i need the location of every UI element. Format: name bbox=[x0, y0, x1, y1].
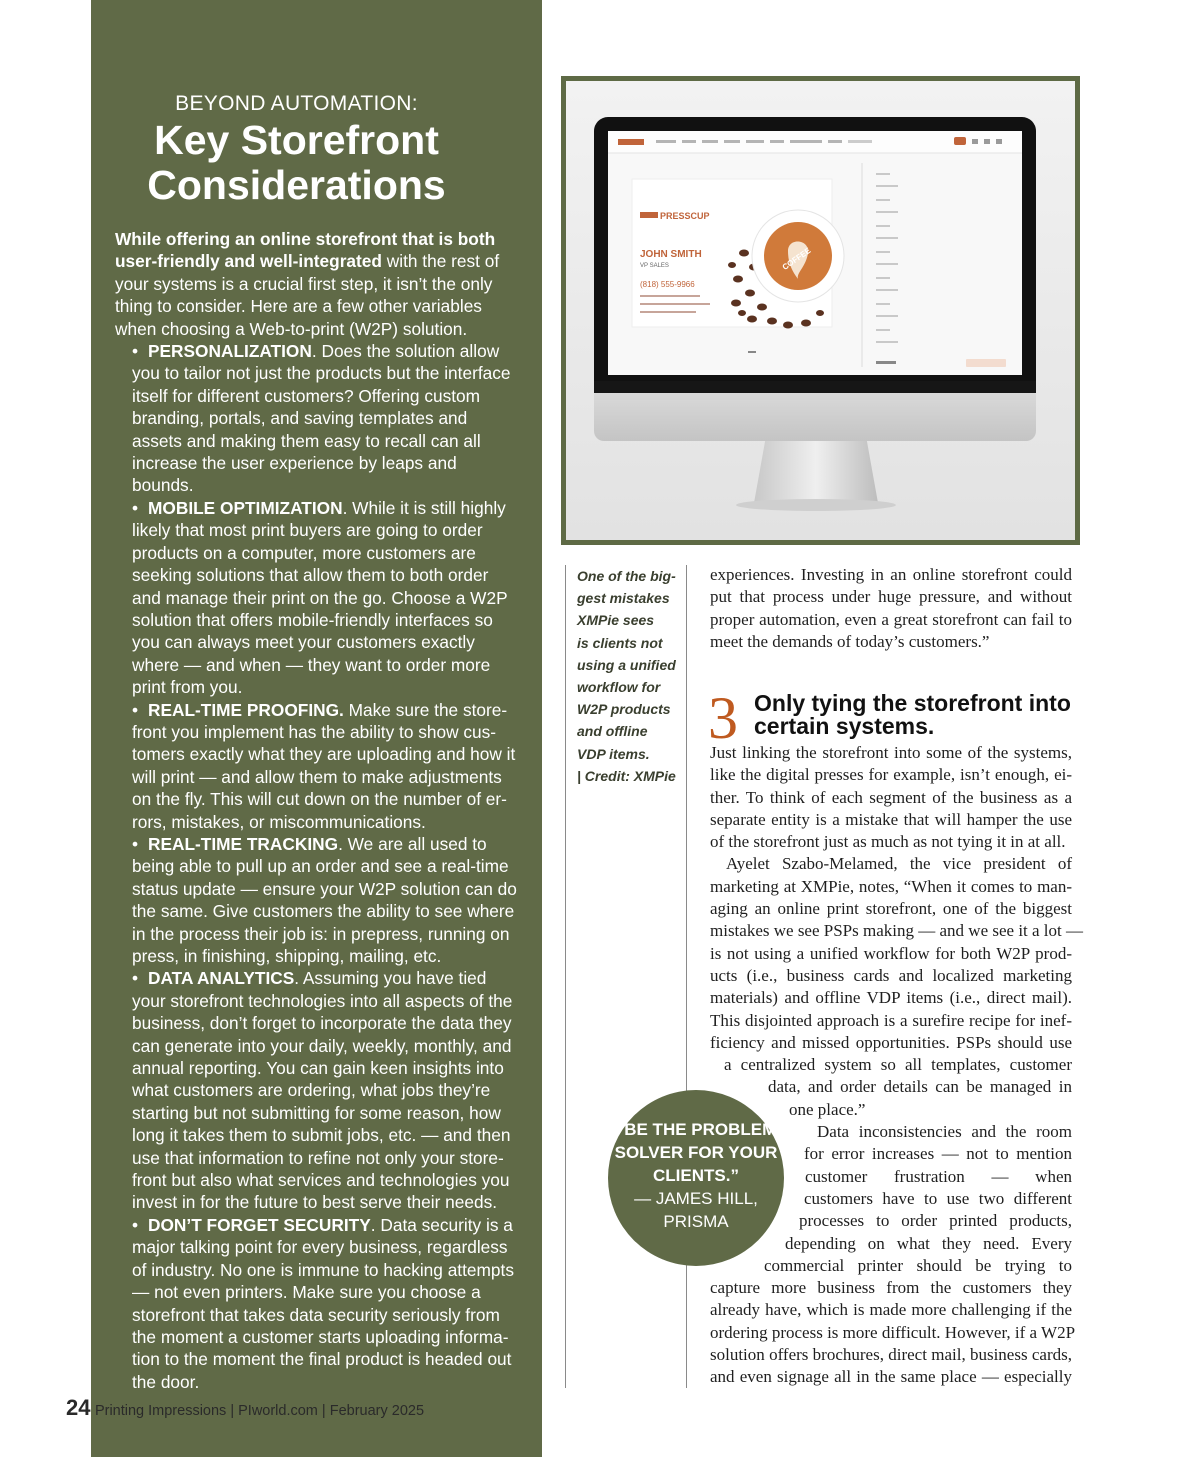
pull-quote-attribution: PRISMA bbox=[663, 1212, 729, 1231]
page-footer bbox=[66, 1395, 424, 1421]
list-item-label: REAL-TIME TRACKING bbox=[148, 833, 339, 854]
article-body bbox=[710, 742, 1084, 1389]
sidebar-title-line1: Key Storefront bbox=[154, 117, 439, 163]
footer-text: Printing Impressions | PIworld.com | February 2025 bbox=[94, 1403, 425, 1419]
pull-quote-attribution: — JAMES HILL, bbox=[634, 1189, 758, 1208]
list-item-text: . Assuming you have tied your storefront technologies into all aspects of the business, don’t forget to incorporate the data they can generate into your daily, weekly, monthly, and annual reporting. You can gain keen insights into what customers are ordering, what jobs they’re starting but not submitting for some reason, how long it takes them to submit jobs, etc. — and then use that information to refine not only your store-front but also what services and technologies you invest in for the future to best serve their needs. bbox=[132, 968, 513, 1213]
article-line: customers have to use two different bbox=[804, 1188, 1072, 1208]
caption-line: workflow for bbox=[577, 679, 661, 696]
article-line: processes to order printed products, bbox=[799, 1211, 1072, 1231]
pull-quote-line: SOLVER FOR YOUR bbox=[614, 1143, 778, 1162]
list-item-label: DATA ANALYTICS bbox=[148, 968, 295, 989]
article-line: like the digital presses for example, isn’t enough, ei- bbox=[710, 765, 1072, 785]
sidebar-intro-rest: with the rest of your systems is a crucial first step, it isn’t the only thing to consider. Here are a few other variables when choosing a Web-to-print (W2P) solution. bbox=[115, 251, 500, 339]
sidebar-title bbox=[91, 118, 502, 208]
column-rule-left bbox=[565, 565, 566, 1388]
caption-line: is clients not bbox=[577, 634, 663, 651]
article-line: already have, which is made more challenging if the bbox=[710, 1300, 1072, 1320]
article-line: a centralized system so all templates, customer bbox=[724, 1055, 1072, 1075]
caption-line: One of the big- bbox=[577, 568, 676, 584]
article-line: mistakes we see PSPs making — and we see it a lot — bbox=[710, 921, 1084, 941]
article-line: ordering process is more difficult. However, if a W2P bbox=[710, 1322, 1076, 1342]
sidebar-title-line2: Considerations bbox=[147, 162, 446, 208]
card-brand: PRESSCUP bbox=[660, 211, 710, 221]
caption-line: using a unified bbox=[577, 656, 676, 673]
page-number: 24 bbox=[66, 1395, 91, 1420]
caption-line: VDP items. bbox=[577, 745, 650, 762]
sidebar-body bbox=[115, 228, 520, 1393]
pull-quote bbox=[608, 1090, 784, 1266]
list-item-text: Make sure the store-front you implement has the ability to show cus-tomers exactly what they are uploading and how it will print — and allow them to make adjustments on the fly. This will cut down on the number of er-rors, mistakes, or miscommunications. bbox=[132, 699, 516, 832]
list-item bbox=[132, 497, 520, 699]
article-line: This disjointed approach is a surefire recipe for inef- bbox=[710, 1010, 1072, 1030]
article-line: Just linking the storefront into some of the systems, bbox=[710, 743, 1072, 762]
article-line: capture more business from the customers they bbox=[710, 1278, 1072, 1298]
section-title: Only tying the storefront into certain systems. bbox=[754, 690, 1071, 739]
photo-caption bbox=[577, 565, 677, 787]
caption-line: W2P products bbox=[577, 701, 671, 718]
article-line: data, and order details can be managed in bbox=[768, 1077, 1072, 1097]
list-item-text: . While it is still highly likely that most print buyers are going to order products on a computer, more customers are seeking solutions that allow them to both order and manage their print on the go. Choose a W2P solution that offers mobile-friendly interfaces so you can always meet your customers exactly where — and when — they want to order more print from you. bbox=[132, 497, 508, 698]
caption-credit: | Credit: XMPie bbox=[577, 767, 676, 784]
article-line: ucts (i.e., business cards and localized marketing bbox=[710, 965, 1072, 985]
article-line: for error increases — not to mention bbox=[804, 1144, 1072, 1164]
cup-text: COFFEE bbox=[780, 245, 813, 272]
pull-quote-line: “BE THE PROBLEM bbox=[615, 1120, 777, 1139]
article-line: aging an online print storefront, one of the biggest bbox=[710, 899, 1072, 919]
list-item bbox=[132, 699, 520, 833]
article-line: ficiency and missed opportunities. PSPs should use bbox=[710, 1032, 1072, 1052]
list-item bbox=[132, 967, 520, 1213]
article-line: one place.” bbox=[789, 1099, 866, 1119]
article-line: materials) and offline VDP items (i.e., direct mail). bbox=[710, 988, 1072, 1008]
list-item-text: . We are all used to being able to pull up an order and see a real-time status update — ensure your W2P solution can do the same. Give customers the ability to see where in the process their job is: in prepress, running on press, in finishing, shipping, mailing, etc. bbox=[132, 833, 517, 966]
card-role: VP SALES bbox=[640, 263, 669, 269]
caption-line: gest mistakes bbox=[577, 590, 670, 607]
section-number: 3 bbox=[708, 685, 738, 751]
sidebar-kicker: BEYOND AUTOMATION: bbox=[175, 92, 418, 115]
article-line: of the storefront just as much as not tying it in at all. bbox=[710, 832, 1066, 852]
list-item-label: MOBILE OPTIMIZATION bbox=[148, 497, 343, 518]
list-item bbox=[132, 833, 520, 967]
article-line: Ayelet Szabo-Melamed, the vice president of bbox=[726, 854, 1072, 874]
list-item bbox=[132, 340, 520, 497]
article-line: Data inconsistencies and the room bbox=[817, 1122, 1072, 1142]
pull-quote-line: CLIENTS.” bbox=[653, 1166, 739, 1185]
article-line: solution offers brochures, direct mail, business cards, bbox=[710, 1345, 1072, 1365]
caption-line: XMPie sees bbox=[577, 612, 655, 629]
article-line: separate entity is a mistake that will hamper the use bbox=[710, 809, 1072, 829]
article-line: is not using a unified workflow for both W2P prod- bbox=[710, 943, 1072, 963]
article-line: depending on what they need. Every bbox=[785, 1233, 1072, 1253]
article-line: and even signage all in the same place — especially bbox=[710, 1367, 1072, 1387]
article-line: marketing at XMPie, notes, “When it comes to man- bbox=[710, 876, 1072, 896]
list-item bbox=[132, 1214, 520, 1393]
article-line: ther. To think of each segment of the business as a bbox=[710, 787, 1072, 807]
article-line: customer frustration — when bbox=[805, 1166, 1072, 1186]
list-item-label: DON’T FORGET SECURITY bbox=[148, 1214, 371, 1235]
list-item-label: PERSONALIZATION bbox=[148, 341, 312, 362]
sidebar-list bbox=[115, 340, 520, 1393]
monitor-photo bbox=[561, 76, 1080, 545]
card-name: JOHN SMITH bbox=[640, 249, 702, 260]
caption-line: and offline bbox=[577, 723, 648, 740]
article-top-paragraph: experiences. Investing in an online storefront could put that process under huge pressure, and without proper automation, even a great storefront can fail to meet the demands of today’s customers.” bbox=[710, 565, 1072, 651]
card-phone: (818) 555-9966 bbox=[640, 280, 695, 289]
sidebar-intro bbox=[115, 228, 520, 340]
list-item-text: . Data security is a major talking point for every business, regardless of industry. No one is immune to hacking attempts — not even printers. Make sure you choose a storefront that takes data security seriously from the moment a customer starts uploading informa-tion to the moment the final product is headed out the door. bbox=[132, 1214, 514, 1392]
article-line: commercial printer should be trying to bbox=[764, 1255, 1072, 1275]
monitor-illustration bbox=[566, 81, 1075, 540]
list-item-label: REAL-TIME PROOFING. bbox=[148, 699, 344, 720]
sidebar-intro-bold: While offering an online storefront that is both user-friendly and well-integrated bbox=[115, 229, 496, 272]
list-item-text: . Does the solution allow you to tailor not just the products but the interface itself for different customers? Offering custom branding, portals, and saving templates and assets and making them easy to recall can all increase the user experience by leaps and bounds. bbox=[132, 341, 511, 496]
